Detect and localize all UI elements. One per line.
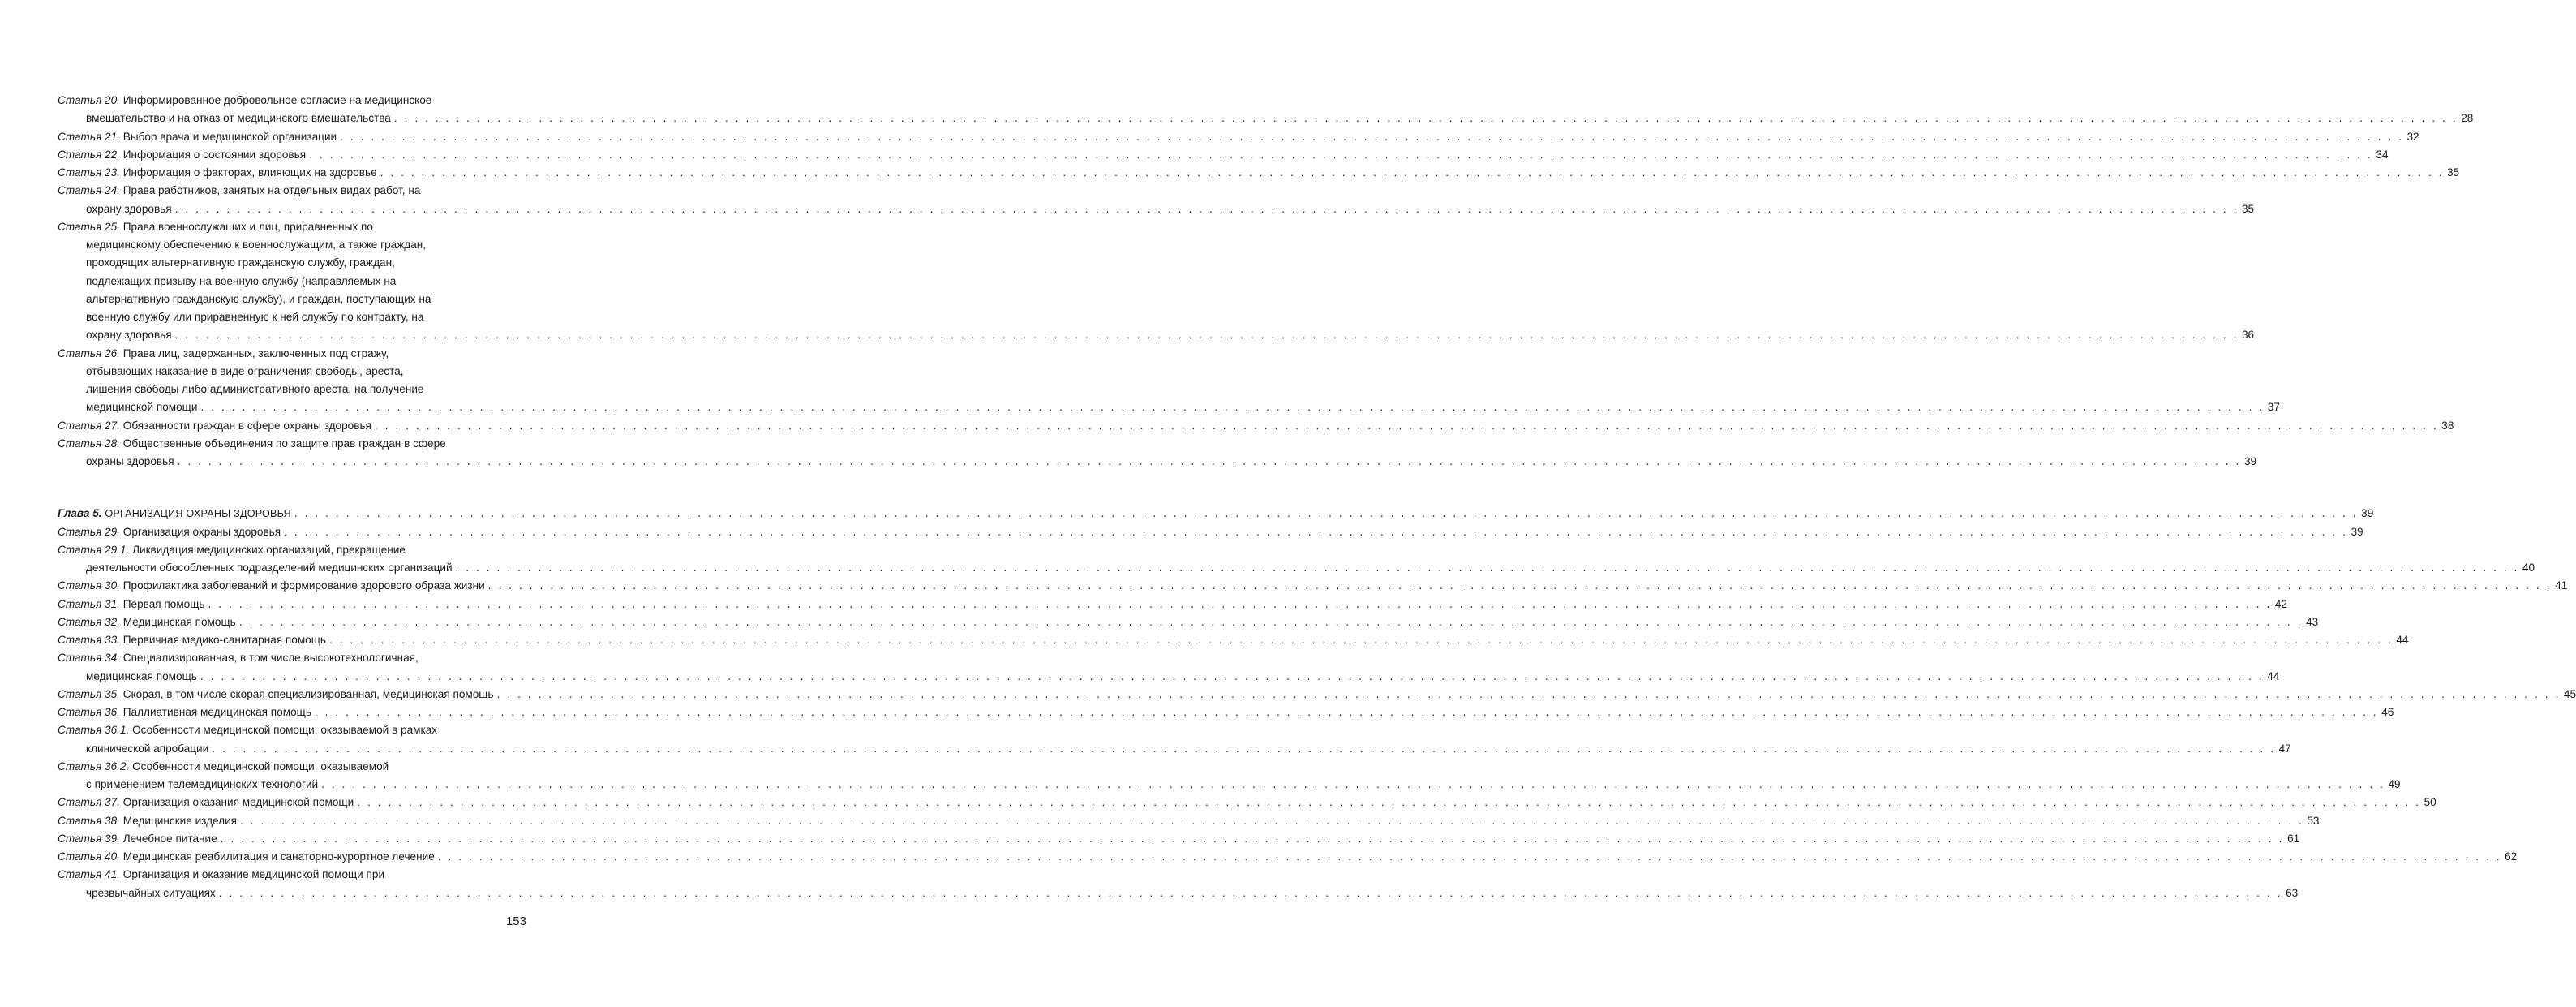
chapter-label: Глава 5. bbox=[58, 507, 102, 520]
toc-entry[interactable] bbox=[58, 541, 2535, 578]
toc-entry-page: 38 bbox=[2441, 419, 2454, 432]
toc-entry-page: 36 bbox=[2241, 329, 2255, 342]
toc-entry-line bbox=[58, 631, 2409, 649]
dot-leader: . . . . . . . . . . . . . . . . . . . . . . . . . . . . . . . . . . . . . . . . . . . . . . . . . . . . . . . . . . . . . . . . . . . . . . . . . . . . . . . . . . . . . . . . . . . . . . . . . . . . . . . . . . . . . . . . . . . . . . . . . . . . . . . . . . . . . . . . . . . . . . . . . . . . . . . . . . . . . . . . . . . . . . . . . . . . . . . . . . . . . . . . . . . . . . . . . . . . . . . . bbox=[321, 778, 2385, 790]
toc-entry-line bbox=[58, 721, 526, 739]
toc-entry-text: Специализированная, в том числе высокотехнологичная, bbox=[122, 652, 419, 665]
toc-entry-line bbox=[58, 613, 2319, 631]
toc-entry-label: Статья 26. bbox=[58, 346, 120, 359]
toc-entry[interactable] bbox=[58, 218, 2255, 345]
toc-entry-label: Статья 35. bbox=[58, 687, 120, 700]
section-gap bbox=[58, 471, 526, 505]
toc-entry-label: Статья 36.1. bbox=[58, 724, 130, 737]
toc-entry-page: 61 bbox=[2287, 832, 2300, 845]
chapter-title: ОРГАНИЗАЦИЯ ОХРАНЫ ЗДОРОВЬЯ bbox=[105, 508, 291, 520]
toc-entry-page: 39 bbox=[2243, 455, 2257, 467]
toc-entry-line bbox=[58, 559, 2535, 577]
toc-entry-page: 63 bbox=[2286, 886, 2299, 899]
toc-entry-line bbox=[58, 200, 2255, 218]
toc-entry-page: 45 bbox=[2563, 687, 2576, 700]
toc-entry-label: Статья 25. bbox=[58, 220, 120, 233]
dot-leader: . . . . . . . . . . . . . . . . . . . . . . . . . . . . . . . . . . . . . . . . . . . . . . . . . . . . . . . . . . . . . . . . . . . . . . . . . . . . . . . . . . . . . . . . . . . . . . . . . . . . . . . . . . . . . . . . . . . . . . . . . . . . . . . . . . . . . . . . . . . . . . . . . . . . . . . . . . . . . . . . . . . . . . . . . . . . . . . . . . . . . . . . . . . . . . . . . . . . . . . . bbox=[200, 669, 2265, 682]
toc-entry-page: 62 bbox=[2505, 850, 2518, 863]
toc-entry-line bbox=[58, 381, 526, 398]
toc-entry-label: Статья 33. bbox=[58, 634, 120, 646]
toc-entry-text: военную службу или приравненную к ней службу по контракту, на bbox=[86, 311, 424, 323]
toc-entry-label: Статья 29. bbox=[58, 525, 120, 538]
toc-entry-line bbox=[58, 830, 2300, 848]
dot-leader: . . . . . . . . . . . . . . . . . . . . . . . . . . . . . . . . . . . . . . . . . . . . . . . . . . . . . . . . . . . . . . . . . . . . . . . . . . . . . . . . . . . . . . . . . . . . . . . . . . . . . . . . . . . . . . . . . . . . . . . . . . . . . . . . . . . . . . . . . . . . . . . . . . . . . . . . . . . . . . . . . . . . . . . . . . . . . . . . . . . . . . . . . . . . . . . . . . . . . . . . bbox=[340, 130, 2404, 143]
toc-entry-label: Статья 36. bbox=[58, 706, 120, 718]
toc-entry-page: 43 bbox=[2306, 615, 2319, 628]
dot-leader: . . . . . . . . . . . . . . . . . . . . . . . . . . . . . . . . . . . . . . . . . . . . . . . . . . . . . . . . . . . . . . . . . . . . . . . . . . . . . . . . . . . . . . . . . . . . . . . . . . . . . . . . . . . . . . . . . . . . . . . . . . . . . . . . . . . . . . . . . . . . . . . . . . . . . . . . . . . . . . . . . . . . . . . . . . . . . . . . . . . . . . . . . . . . . . . . . . . . . . . . bbox=[238, 615, 2303, 628]
toc-entry-line bbox=[58, 453, 2257, 471]
toc-entry-text: Информированное добровольное согласие на медицинское bbox=[122, 94, 432, 106]
toc-entry[interactable] bbox=[58, 613, 2319, 631]
toc-entry-line bbox=[58, 417, 2454, 435]
toc-entry-page: 40 bbox=[2522, 562, 2535, 574]
dot-leader: . . . . . . . . . . . . . . . . . . . . . . . . . . . . . . . . . . . . . . . . . . . . . . . . . . . . . . . . . . . . . . . . . . . . . . . . . . . . . . . . . . . . . . . . . . . . . . . . . . . . . . . . . . . . . . . . . . . . . . . . . . . . . . . . . . . . . . . . . . . . . . . . . . . . . . . . . . . . . . . . . . . . . . . . . . . . . . . . . . . . . . . . . . . . . . . . . . . . . . . . bbox=[374, 419, 2439, 432]
toc-entry[interactable] bbox=[58, 758, 2401, 794]
toc-entry-label: Статья 32. bbox=[58, 615, 120, 628]
toc-entry-label: Статья 34. bbox=[58, 652, 120, 665]
toc-entry-text: вмешательство и на отказ от медицинского вмешательства bbox=[86, 112, 391, 125]
toc-entry-text: Общественные объединения по защите прав граждан в сфере bbox=[122, 437, 446, 450]
toc-entry-text: подлежащих призыву на военную службу (направляемых на bbox=[86, 274, 397, 287]
dot-leader: . . . . . . . . . . . . . . . . . . . . . . . . . . . . . . . . . . . . . . . . . . . . . . . . . . . . . . . . . . . . . . . . . . . . . . . . . . . . . . . . . . . . . . . . . . . . . . . . . . . . . . . . . . . . . . . . . . . . . . . . . . . . . . . . . . . . . . . . . . . . . . . . . . . . . . . . . . . . . . . . . . . . . . . . . . . . . . . . . . . . . . . . . . . . . . . . . . . . . . . . bbox=[177, 455, 2241, 467]
toc-entry-page: 28 bbox=[2461, 112, 2474, 125]
toc-entry[interactable] bbox=[58, 146, 2389, 164]
toc-entry-line bbox=[58, 326, 2255, 344]
toc-entry-text: альтернативную гражданскую службу), и граждан, поступающих на bbox=[86, 292, 431, 305]
toc-entry-line bbox=[58, 758, 526, 776]
dot-leader: . . . . . . . . . . . . . . . . . . . . . . . . . . . . . . . . . . . . . . . . . . . . . . . . . . . . . . . . . . . . . . . . . . . . . . . . . . . . . . . . . . . . . . . . . . . . . . . . . . . . . . . . . . . . . . . . . . . . . . . . . . . . . . . . . . . . . . . . . . . . . . . . . . . . . . . . . . . . . . . . . . . . . . . . . . . . . . . . . . . . . . . . . . . . . . . . . . . . . . . . bbox=[380, 166, 2444, 179]
toc-entry-text: отбывающих наказание в виде ограничения свободы, ареста, bbox=[86, 364, 404, 377]
dot-leader: . . . . . . . . . . . . . . . . . . . . . . . . . . . . . . . . . . . . . . . . . . . . . . . . . . . . . . . . . . . . . . . . . . . . . . . . . . . . . . . . . . . . . . . . . . . . . . . . . . . . . . . . . . . . . . . . . . . . . . . . . . . . . . . . . . . . . . . . . . . . . . . . . . . . . . . . . . . . . . . . . . . . . . . . . . . . . . . . . . . . . . . . . . . . . . . . . . . . . . . . bbox=[496, 687, 2561, 700]
toc-entry-line bbox=[58, 290, 526, 308]
toc-entry[interactable] bbox=[58, 128, 2419, 146]
toc-entry-page: 47 bbox=[2278, 742, 2291, 755]
toc-group-chapter-5 bbox=[58, 523, 2576, 902]
toc-entry-text: Медицинская реабилитация и санаторно-курортное лечение bbox=[122, 850, 435, 863]
toc-entry-line bbox=[58, 435, 526, 453]
toc-entry[interactable] bbox=[58, 577, 2568, 595]
chapter-heading[interactable] bbox=[58, 505, 2374, 523]
toc-entry[interactable] bbox=[58, 182, 2255, 218]
toc-entry-label: Статья 27. bbox=[58, 419, 120, 432]
toc-entry-line bbox=[58, 596, 2287, 613]
toc-entry-page: 44 bbox=[2267, 669, 2280, 682]
toc-entry[interactable] bbox=[58, 794, 2436, 811]
dot-leader: . . . . . . . . . . . . . . . . . . . . . . . . . . . . . . . . . . . . . . . . . . . . . . . . . . . . . . . . . . . . . . . . . . . . . . . . . . . . . . . . . . . . . . . . . . . . . . . . . . . . . . . . . . . . . . . . . . . . . . . . . . . . . . . . . . . . . . . . . . . . . . . . . . . . . . . . . . . . . . . . . . . . . . . . . . . . . . . . . . . . . . . . . . . . . . . . . . . . . . . . bbox=[208, 597, 2272, 610]
toc-entry-line bbox=[58, 649, 526, 667]
toc-entry-label: Статья 38. bbox=[58, 814, 120, 827]
toc-entry-page: 32 bbox=[2406, 130, 2419, 143]
toc-entry-label: Статья 39. bbox=[58, 832, 120, 845]
toc-entry[interactable] bbox=[58, 92, 2474, 128]
toc-entry-label: Статья 24. bbox=[58, 184, 120, 197]
toc-entry-page: 50 bbox=[2424, 796, 2436, 809]
toc-entry-line bbox=[58, 740, 2291, 758]
toc-entry-line bbox=[58, 848, 2518, 866]
toc-entry-line bbox=[58, 704, 2394, 721]
dot-leader: . . . . . . . . . . . . . . . . . . . . . . . . . . . . . . . . . . . . . . . . . . . . . . . . . . . . . . . . . . . . . . . . . . . . . . . . . . . . . . . . . . . . . . . . . . . . . . . . . . . . . . . . . . . . . . . . . . . . . . . . . . . . . . . . . . . . . . . . . . . . . . . . . . . . . . . . . . . . . . . . . . . . . . . . . . . . . . . . . . . . . . . . . . . . . . . . . . . . . . . . bbox=[314, 706, 2379, 718]
toc-entry-line bbox=[58, 110, 2474, 127]
toc-entry-line bbox=[58, 236, 526, 254]
dot-leader: . . . . . . . . . . . . . . . . . . . . . . . . . . . . . . . . . . . . . . . . . . . . . . . . . . . . . . . . . . . . . . . . . . . . . . . . . . . . . . . . . . . . . . . . . . . . . . . . . . . . . . . . . . . . . . . . . . . . . . . . . . . . . . . . . . . . . . . . . . . . . . . . . . . . . . . . . . . . . . . . . . . . . . . . . . . . . . . . . . . . . . . . . . . . . . . . . . . . . . . . bbox=[200, 401, 2265, 414]
toc-entry-page: 37 bbox=[2267, 401, 2280, 414]
dot-leader: . . . . . . . . . . . . . . . . . . . . . . . . . . . . . . . . . . . . . . . . . . . . . . . . . . . . . . . . . . . . . . . . . . . . . . . . . . . . . . . . . . . . . . . . . . . . . . . . . . . . . . . . . . . . . . . . . . . . . . . . . . . . . . . . . . . . . . . . . . . . . . . . . . . . . . . . . . . . . . . . . . . . . . . . . . . . . . . . . . . . . . . . . . . . . . . . . . . . . . . . bbox=[487, 579, 2552, 592]
toc-entry-line bbox=[58, 254, 526, 272]
toc-entry-line bbox=[58, 146, 2389, 164]
toc-entry-text: медицинской помощи bbox=[86, 401, 198, 414]
toc-entry-text: Первая помощь bbox=[122, 597, 205, 610]
toc-entry-text: Особенности медицинской помощи, оказываемой в рамках bbox=[132, 724, 438, 737]
dot-leader: . . . . . . . . . . . . . . . . . . . . . . . . . . . . . . . . . . . . . . . . . . . . . . . . . . . . . . . . . . . . . . . . . . . . . . . . . . . . . . . . . . . . . . . . . . . . . . . . . . . . . . . . . . . . . . . . . . . . . . . . . . . . . . . . . . . . . . . . . . . . . . . . . . . . . . . . . . . . . . . . . . . . . . . . . . . . . . . . . . . . . . . . . . . . . . . . . . . . . . . . bbox=[212, 742, 2276, 755]
toc-entry-label: Статья 28. bbox=[58, 437, 120, 450]
dot-leader: . . . . . . . . . . . . . . . . . . . . . . . . . . . . . . . . . . . . . . . . . . . . . . . . . . . . . . . . . . . . . . . . . . . . . . . . . . . . . . . . . . . . . . . . . . . . . . . . . . . . . . . . . . . . . . . . . . . . . . . . . . . . . . . . . . . . . . . . . . . . . . . . . . . . . . . . . . . . . . . . . . . . . . . . . . . . . . . . . . . . . . . . . . . . . . . . . . . . . . . . bbox=[309, 148, 2373, 161]
toc-entry-text: Медицинские изделия bbox=[122, 814, 238, 827]
toc-entry-text: клинической апробации bbox=[86, 742, 209, 755]
toc-entry[interactable] bbox=[58, 686, 2576, 704]
toc-entry-label: Статья 22. bbox=[58, 148, 120, 161]
toc-entry[interactable] bbox=[58, 164, 2460, 182]
toc-entry-text: Медицинская помощь bbox=[122, 615, 236, 628]
dot-leader: . . . . . . . . . . . . . . . . . . . . . . . . . . . . . . . . . . . . . . . . . . . . . . . . . . . . . . . . . . . . . . . . . . . . . . . . . . . . . . . . . . . . . . . . . . . . . . . . . . . . . . . . . . . . . . . . . . . . . . . . . . . . . . . . . . . . . . . . . . . . . . . . . . . . . . . . . . . . . . . . . . . . . . . . . . . . . . . . . . . . . . . . . . . . . . . . . . . . . . . . bbox=[218, 886, 2283, 899]
toc-entry-line bbox=[58, 776, 2401, 794]
toc-entry-text: Обязанности граждан в сфере охраны здоровья bbox=[122, 419, 371, 432]
toc-entry-line bbox=[58, 398, 2280, 416]
toc-entry-page: 41 bbox=[2555, 579, 2568, 592]
dot-leader: . . . . . . . . . . . . . . . . . . . . . . . . . . . . . . . . . . . . . . . . . . . . . . . . . . . . . . . . . . . . . . . . . . . . . . . . . . . . . . . . . . . . . . . . . . . . . . . . . . . . . . . . . . . . . . . . . . . . . . . . . . . . . . . . . . . . . . . . . . . . . . . . . . . . . . . . . . . . . . . . . . . . . . . . . . . . . . . . . . . . . . . . . . . . . . . . . . . . . . . . bbox=[220, 832, 2285, 845]
toc-entry-text: медицинскому обеспечению к военнослужащим, а также граждан, bbox=[86, 239, 427, 251]
toc-entry-line bbox=[58, 273, 526, 290]
toc-entry-line bbox=[58, 884, 2299, 902]
toc-entry[interactable] bbox=[58, 417, 2454, 435]
toc-entry-page: 53 bbox=[2307, 814, 2320, 827]
dot-leader: . . . . . . . . . . . . . . . . . . . . . . . . . . . . . . . . . . . . . . . . . . . . . . . . . . . . . . . . . . . . . . . . . . . . . . . . . . . . . . . . . . . . . . . . . . . . . . . . . . . . . . . . . . . . . . . . . . . . . . . . . . . . . . . . . . . . . . . . . . . . . . . . . . . . . . . . . . . . . . . . . . . . . . . . . . . . . . . . . . . . . . . . . . . . . . . . . . . . . . . . bbox=[357, 796, 2421, 809]
dot-leader: . . . . . . . . . . . . . . . . . . . . . . . . . . . . . . . . . . . . . . . . . . . . . . . . . . . . . . . . . . . . . . . . . . . . . . . . . . . . . . . . . . . . . . . . . . . . . . . . . . . . . . . . . . . . . . . . . . . . . . . . . . . . . . . . . . . . . . . . . . . . . . . . . . . . . . . . . . . . . . . . . . . . . . . . . . . . . . . . . . . . . . . . . . . . . . . . . . . . . . . . bbox=[240, 814, 2304, 827]
toc-entry-text: Организация оказания медицинской помощи bbox=[122, 796, 354, 809]
toc-entry-text: Профилактика заболеваний и формирование здорового образа жизни bbox=[122, 579, 485, 592]
toc-entry-text: Права лиц, задержанных, заключенных под стражу, bbox=[122, 346, 389, 359]
toc-entry-text: чрезвычайных ситуациях bbox=[86, 886, 216, 899]
toc-entry-page: 39 bbox=[2351, 525, 2363, 538]
toc-entry[interactable] bbox=[58, 866, 2299, 902]
toc-entry-label: Статья 29.1. bbox=[58, 543, 130, 556]
toc-entry-line bbox=[58, 363, 526, 381]
toc-entry-text: охрану здоровья bbox=[86, 202, 172, 215]
toc-entry-label: Статья 20. bbox=[58, 94, 120, 106]
toc-entry[interactable] bbox=[58, 596, 2287, 613]
dot-leader: . . . . . . . . . . . . . . . . . . . . . . . . . . . . . . . . . . . . . . . . . . . . . . . . . . . . . . . . . . . . . . . . . . . . . . . . . . . . . . . . . . . . . . . . . . . . . . . . . . . . . . . . . . . . . . . . . . . . . . . . . . . . . . . . . . . . . . . . . . . . . . . . . . . . . . . . . . . . . . . . . . . . . . . . . . . . . . . . . . . . . . . . . . . . . . . . . . . . . . . . bbox=[294, 507, 2359, 520]
toc-entry-line bbox=[58, 92, 526, 110]
dot-leader: . . . . . . . . . . . . . . . . . . . . . . . . . . . . . . . . . . . . . . . . . . . . . . . . . . . . . . . . . . . . . . . . . . . . . . . . . . . . . . . . . . . . . . . . . . . . . . . . . . . . . . . . . . . . . . . . . . . . . . . . . . . . . . . . . . . . . . . . . . . . . . . . . . . . . . . . . . . . . . . . . . . . . . . . . . . . . . . . . . . . . . . . . . . . . . . . . . . . . . . . bbox=[437, 850, 2502, 863]
toc-entry-label: Статья 23. bbox=[58, 166, 120, 179]
toc-entry-text: Ликвидация медицинских организаций, прекращение bbox=[132, 543, 406, 556]
toc-entry[interactable] bbox=[58, 435, 2257, 471]
toc-entry[interactable] bbox=[58, 345, 2280, 417]
toc-entry-line bbox=[58, 128, 2419, 146]
toc-entry-page: 34 bbox=[2376, 148, 2389, 161]
toc-entry[interactable] bbox=[58, 631, 2409, 649]
toc-entry[interactable] bbox=[58, 649, 2280, 686]
toc-entry-page: 49 bbox=[2388, 778, 2401, 790]
toc-entry-label: Статья 40. bbox=[58, 850, 120, 863]
toc-entry-text: охраны здоровья bbox=[86, 455, 174, 467]
toc-entry-line bbox=[58, 218, 526, 236]
toc-entry-text: медицинская помощь bbox=[86, 669, 197, 682]
toc-entry[interactable] bbox=[58, 704, 2394, 721]
toc-entry[interactable] bbox=[58, 812, 2320, 830]
toc-entry-line bbox=[58, 577, 2568, 595]
toc-entry-line bbox=[58, 164, 2460, 182]
toc-entry-label: Статья 41. bbox=[58, 868, 120, 881]
toc-entry-line bbox=[58, 541, 526, 559]
toc-entry-text: Права работников, занятых на отдельных видах работ, на bbox=[122, 184, 421, 197]
toc-entry-page: 35 bbox=[2446, 166, 2460, 179]
toc-entry-label: Статья 37. bbox=[58, 796, 120, 809]
dot-leader: . . . . . . . . . . . . . . . . . . . . . . . . . . . . . . . . . . . . . . . . . . . . . . . . . . . . . . . . . . . . . . . . . . . . . . . . . . . . . . . . . . . . . . . . . . . . . . . . . . . . . . . . . . . . . . . . . . . . . . . . . . . . . . . . . . . . . . . . . . . . . . . . . . . . . . . . . . . . . . . . . . . . . . . . . . . . . . . . . . . . . . . . . . . . . . . . . . . . . . . . bbox=[393, 112, 2458, 125]
toc-entry[interactable] bbox=[58, 848, 2518, 866]
toc-entry-page: 42 bbox=[2274, 597, 2287, 610]
table-of-contents bbox=[58, 92, 2576, 902]
toc-entry-line bbox=[58, 794, 2436, 811]
dot-leader: . . . . . . . . . . . . . . . . . . . . . . . . . . . . . . . . . . . . . . . . . . . . . . . . . . . . . . . . . . . . . . . . . . . . . . . . . . . . . . . . . . . . . . . . . . . . . . . . . . . . . . . . . . . . . . . . . . . . . . . . . . . . . . . . . . . . . . . . . . . . . . . . . . . . . . . . . . . . . . . . . . . . . . . . . . . . . . . . . . . . . . . . . . . . . . . . . . . . . . . . bbox=[329, 634, 2394, 646]
toc-entry-label: Статья 21. bbox=[58, 130, 120, 143]
toc-group-chapter-4 bbox=[58, 92, 2474, 471]
toc-entry-line bbox=[58, 182, 526, 200]
dot-leader: . . . . . . . . . . . . . . . . . . . . . . . . . . . . . . . . . . . . . . . . . . . . . . . . . . . . . . . . . . . . . . . . . . . . . . . . . . . . . . . . . . . . . . . . . . . . . . . . . . . . . . . . . . . . . . . . . . . . . . . . . . . . . . . . . . . . . . . . . . . . . . . . . . . . . . . . . . . . . . . . . . . . . . . . . . . . . . . . . . . . . . . . . . . . . . . . . . . . . . . . bbox=[174, 202, 2239, 215]
toc-entry-label: Статья 30. bbox=[58, 579, 120, 592]
toc-entry-label: Статья 36.2. bbox=[58, 760, 130, 772]
toc-entry-line bbox=[58, 523, 2363, 541]
toc-entry-text: проходящих альтернативную гражданскую службу, граждан, bbox=[86, 256, 395, 269]
toc-entry-text: Лечебное питание bbox=[122, 832, 217, 845]
toc-entry-label: Статья 31. bbox=[58, 597, 120, 610]
toc-entry-text: Особенности медицинской помощи, оказываемой bbox=[132, 760, 389, 772]
toc-entry-text: Выбор врача и медицинской организации bbox=[122, 130, 337, 143]
toc-entry-line bbox=[58, 308, 526, 326]
toc-entry-text: Организация охраны здоровья bbox=[122, 525, 281, 538]
toc-entry-text: Права военнослужащих и лиц, приравненных по bbox=[122, 220, 373, 233]
toc-entry-line bbox=[58, 812, 2320, 830]
toc-entry-text: охрану здоровья bbox=[86, 329, 172, 342]
toc-entry-line bbox=[58, 345, 526, 363]
toc-entry-text: с применением телемедицинских технологий bbox=[86, 778, 319, 790]
dot-leader: . . . . . . . . . . . . . . . . . . . . . . . . . . . . . . . . . . . . . . . . . . . . . . . . . . . . . . . . . . . . . . . . . . . . . . . . . . . . . . . . . . . . . . . . . . . . . . . . . . . . . . . . . . . . . . . . . . . . . . . . . . . . . . . . . . . . . . . . . . . . . . . . . . . . . . . . . . . . . . . . . . . . . . . . . . . . . . . . . . . . . . . . . . . . . . . . . . . . . . . . bbox=[455, 562, 2519, 574]
toc-entry-page: 44 bbox=[2396, 634, 2409, 646]
toc-entry-text: Информация о состоянии здоровья bbox=[122, 148, 307, 161]
dot-leader: . . . . . . . . . . . . . . . . . . . . . . . . . . . . . . . . . . . . . . . . . . . . . . . . . . . . . . . . . . . . . . . . . . . . . . . . . . . . . . . . . . . . . . . . . . . . . . . . . . . . . . . . . . . . . . . . . . . . . . . . . . . . . . . . . . . . . . . . . . . . . . . . . . . . . . . . . . . . . . . . . . . . . . . . . . . . . . . . . . . . . . . . . . . . . . . . . . . . . . . . bbox=[284, 525, 2348, 538]
toc-entry[interactable] bbox=[58, 523, 2363, 541]
toc-entry-text: Первичная медико-санитарная помощь bbox=[122, 634, 327, 646]
toc-entry-text: Скорая, в том числе скорая специализированная, медицинская помощь bbox=[122, 687, 494, 700]
page-number: 153 bbox=[505, 914, 526, 928]
toc-entry[interactable] bbox=[58, 830, 2300, 848]
toc-entry-page: 35 bbox=[2241, 202, 2255, 215]
toc-entry-line bbox=[58, 866, 526, 884]
chapter-page: 39 bbox=[2361, 507, 2374, 520]
toc-entry-page: 46 bbox=[2381, 706, 2394, 718]
toc-entry-line bbox=[58, 668, 2280, 686]
toc-entry-text: деятельности обособленных подразделений медицинских организаций bbox=[86, 562, 453, 574]
toc-entry-text: лишения свободы либо административного ареста, на получение bbox=[86, 383, 424, 395]
toc-entry-text: Организация и оказание медицинской помощи при bbox=[122, 868, 385, 881]
toc-entry-text: Паллиативная медицинская помощь bbox=[122, 706, 311, 718]
dot-leader: . . . . . . . . . . . . . . . . . . . . . . . . . . . . . . . . . . . . . . . . . . . . . . . . . . . . . . . . . . . . . . . . . . . . . . . . . . . . . . . . . . . . . . . . . . . . . . . . . . . . . . . . . . . . . . . . . . . . . . . . . . . . . . . . . . . . . . . . . . . . . . . . . . . . . . . . . . . . . . . . . . . . . . . . . . . . . . . . . . . . . . . . . . . . . . . . . . . . . . . . bbox=[174, 329, 2239, 342]
toc-entry[interactable] bbox=[58, 721, 2291, 758]
toc-entry-text: Информация о факторах, влияющих на здоровье bbox=[122, 166, 377, 179]
toc-entry-line bbox=[58, 686, 2576, 704]
